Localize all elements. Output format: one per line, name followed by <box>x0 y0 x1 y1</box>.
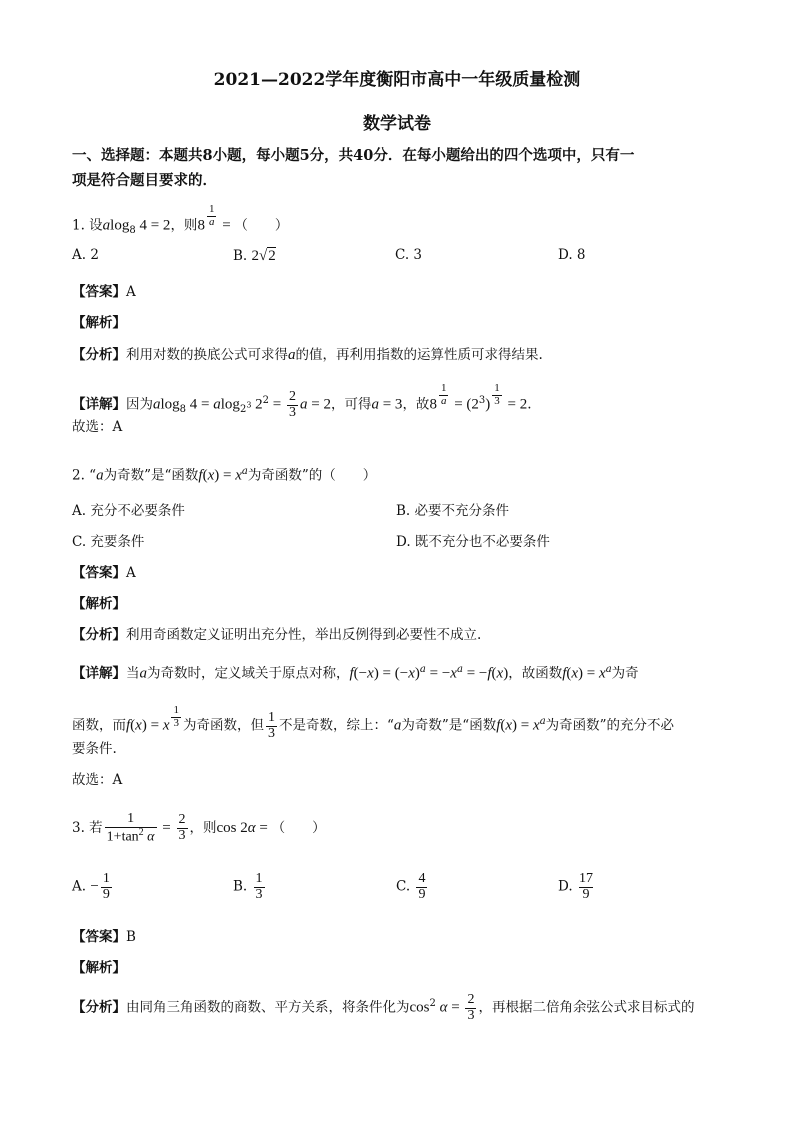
q3-option-c: C. $\frac{4}{9}$ <box>396 871 426 902</box>
q2-xj1-b: 为奇数时，定义域关于原点对称， <box>147 665 350 682</box>
q2-option-a: A. 充分不必要条件 <box>72 503 185 519</box>
q2-xj2-d: 为奇数”是“函数 <box>401 717 497 734</box>
q1-mid: ，则 <box>170 217 198 234</box>
q1-option-a: A. 2 <box>72 247 99 263</box>
q1-xj-b: ，可得 <box>330 396 372 413</box>
exam-subtitle: 数学试卷 <box>363 114 431 134</box>
fenxi-tag: 【分析】 <box>72 627 126 643</box>
q3-analysis-tag <box>72 962 126 976</box>
q2-option-d: D. 既不充分也不必要条件 <box>396 534 550 550</box>
q1-xiangjie: 【详解】因为alog$_8$ 4 = alog$_{2^3}$ $2^2$ = $\frac{2}{3}$ a = 2，可得a = 3，故8 $\frac{1}{a}$ = $(2^3)$ $\frac{1}{3}$ = 2. <box>72 382 532 420</box>
q2-xj2-e: 为奇函数”的充分不必 <box>545 717 675 734</box>
analysis-tag: 【解析】 <box>72 960 126 976</box>
answer-tag: 【答案】 <box>72 565 126 581</box>
q1-suffix: （ ） <box>234 217 289 234</box>
q2-xj2-b: 为奇函数，但 <box>182 717 264 734</box>
exam-title: 2021—2022学年度衡阳市高中一年级质量检测 <box>213 70 581 90</box>
q3-answer <box>72 931 136 945</box>
q2-xj1-d: 为奇 <box>611 665 639 682</box>
q1-answer-value: A <box>126 284 136 300</box>
fenxi-tag: 【分析】 <box>72 999 126 1016</box>
q1-fenxi-text1: 利用对数的换底公式可求得 <box>126 347 288 363</box>
q2-answer-value: A <box>126 565 136 581</box>
q3-option-d: D. $\frac{17}{9}$ <box>558 871 593 902</box>
q1-stem: 1. 设alog$_8$ 4 = 2，则8 $\frac{1}{a}$ = （ ） <box>72 203 289 237</box>
q2-xj1-c: ，故函数 <box>508 665 563 682</box>
q2-stem-c: 为奇函数”的（ ） <box>247 467 377 484</box>
q2-stem: 2. “a为奇数”是“函数$f(x) = x^a$为奇函数”的（ ） <box>72 466 377 484</box>
q3-fenxi-b: ，再根据二倍角余弦公式求目标式的 <box>478 999 695 1016</box>
q1-fenxi-text2: 的值，再利用指数的运算性质可求得结果. <box>295 347 543 363</box>
q2-stem-b: 为奇数”是“函数 <box>103 467 199 484</box>
analysis-tag: 【解析】 <box>72 596 126 612</box>
analysis-tag: 【解析】 <box>72 315 126 331</box>
q3-option-b: B. $\frac{1}{3}$ <box>233 871 263 902</box>
answer-tag: 【答案】 <box>72 929 126 945</box>
answer-tag: 【答案】 <box>72 284 126 300</box>
q2-xj2-c: 不是奇数，综上：“ <box>278 717 394 734</box>
q2-xiangjie-line1: 【详解】当a为奇数时，定义域关于原点对称，$f(-x) = (-x)^a = -x^a = -f(x)$，故函数$f(x) = x^a$为奇 <box>72 664 639 682</box>
q3-option-b-label: B. <box>233 878 248 895</box>
q2-option-c: C. 充要条件 <box>72 534 145 550</box>
q3-option-a: A. − $\frac{1}{9}$ <box>72 871 110 902</box>
q3-fenxi-a: 由同角三角函数的商数、平方关系，将条件化为 <box>126 999 410 1016</box>
q1-xj-a: 因为 <box>126 396 153 413</box>
q2-xiangjie-line3: 要条件. <box>72 741 117 757</box>
q1-analysis-tag <box>72 317 126 331</box>
q3-option-c-label: C. <box>396 878 411 895</box>
q1-option-c: C. 3 <box>395 247 423 263</box>
q2-conclusion: 故选：A <box>72 772 123 788</box>
q1-option-b: B. 2√2 <box>233 248 276 264</box>
q2-fenxi <box>72 629 481 643</box>
q2-option-b: B. 必要不充分条件 <box>396 503 510 519</box>
q3-fenxi: 【分析】由同角三角函数的商数、平方关系，将条件化为$\cos^2 \alpha$ = $\frac{2}{3}$ ，再根据二倍角余弦公式求目标式的 <box>72 992 695 1023</box>
section-heading-line1: 一、选择题：本题共8小题，每小题5分，共40分．在每小题给出的四个选项中，只有一 <box>72 147 635 164</box>
q1-fenxi: 【分析】利用对数的换底公式可求得a的值，再利用指数的运算性质可求得结果. <box>72 347 543 363</box>
q3-mid: ，则 <box>189 820 217 837</box>
q2-stem-a: 2. “ <box>72 467 97 484</box>
section-heading-line2: 项是符合题目要求的． <box>72 172 217 189</box>
q2-analysis-tag <box>72 598 126 612</box>
xiangjie-tag: 【详解】 <box>72 396 126 413</box>
q2-xiangjie-line2: 函数，而f(x) = x $\frac{1}{3}$ 为奇函数，但 $\frac{1}{3}$ 不是奇数，综上：“a为奇数”是“函数$f(x) = x^a$为奇函数”的充分不必 <box>72 704 675 741</box>
q2-xj2-a: 函数，而 <box>72 717 126 734</box>
q1-prefix: 1. 设 <box>72 217 103 234</box>
q1-answer <box>72 286 136 300</box>
q3-option-a-label: A. <box>72 878 87 895</box>
q2-answer <box>72 567 136 581</box>
q1-option-b-label: B. <box>233 248 248 264</box>
q2-xj1-a: 当 <box>126 665 140 682</box>
xiangjie-tag: 【详解】 <box>72 665 126 682</box>
q1-xj-c: ，故 <box>402 396 430 413</box>
q3-prefix: 3. 若 <box>72 820 103 837</box>
q3-stem: 3. 若 $\frac{1}{1+\tan^2 \alpha}$ = $\frac{2}{3}$ ，则cos 2α = （ ） <box>72 811 326 845</box>
q1-option-d: D. 8 <box>558 247 586 263</box>
q3-option-d-label: D. <box>558 878 573 895</box>
q3-suffix: （ ） <box>271 820 326 837</box>
fenxi-tag: 【分析】 <box>72 347 126 363</box>
q2-fenxi-text: 利用奇函数定义证明出充分性，举出反例得到必要性不成立. <box>126 627 482 643</box>
q1-conclusion: 故选：A <box>72 419 123 435</box>
q3-answer-value: B <box>126 929 136 945</box>
